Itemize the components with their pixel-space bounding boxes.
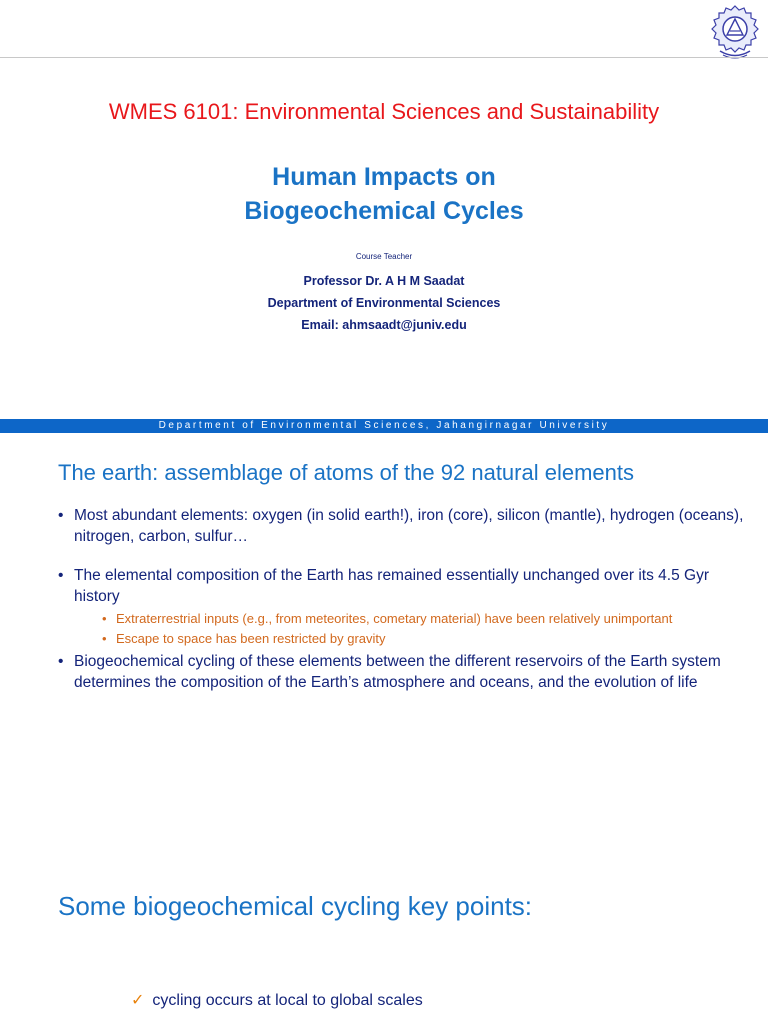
bullet-item: [58, 651, 758, 693]
teacher-email: Email: ahmsaadt@juniv.edu: [301, 318, 467, 332]
sub-bullet-dot: •: [102, 611, 107, 626]
teacher-department: Department of Environmental Sciences: [267, 296, 501, 310]
bullet-text: Most abundant elements: oxygen (in solid earth!), iron (core), silicon (mantle), hydrogen (oceans), nitrogen, carbon, sulfur…: [74, 507, 744, 545]
title-slide: [0, 0, 768, 431]
deck-title-line-2: Biogeochemical Cycles: [244, 197, 524, 225]
bullet-dot: •: [58, 567, 64, 584]
sub-bullet-list: [102, 610, 758, 647]
bullet-text: Biogeochemical cycling of these elements between the different reservoirs of the Earth system determines the composition of the Earth’s atmosphere and oceans, and the evolution of life: [74, 653, 721, 691]
deck-title: [0, 160, 768, 228]
bullet-list: [58, 505, 758, 693]
header-rule: [0, 57, 768, 58]
bullet-text: The elemental composition of the Earth has remained essentially unchanged over its 4.5 Gyr history: [74, 567, 709, 605]
bullet-item: [58, 505, 758, 547]
slide-subheading: Some biogeochemical cycling key points:: [58, 891, 533, 921]
checklist-item: [131, 990, 423, 1010]
footer-bar: Department of Environmental Sciences, Jahangirnagar University: [0, 419, 768, 433]
bullet-dot: •: [58, 653, 64, 670]
course-title: WMES 6101: Environmental Sciences and Sustainability: [108, 99, 660, 124]
slide-heading: The earth: assemblage of atoms of the 92 natural elements: [58, 460, 634, 485]
teacher-name: Professor Dr. A H M Saadat: [303, 274, 465, 288]
bullet-dot: •: [58, 507, 64, 524]
deck-title-line-1: Human Impacts on: [272, 163, 496, 191]
university-seal-icon: [710, 4, 760, 60]
checklist-text: cycling occurs at local to global scales: [152, 992, 423, 1009]
sub-bullet-item: [102, 630, 758, 647]
teacher-caption: Course Teacher: [355, 252, 413, 261]
sub-bullet-text: Escape to space has been restricted by gravity: [116, 631, 386, 646]
teacher-info: [0, 270, 768, 336]
sub-bullet-item: [102, 610, 758, 627]
sub-bullet-text: Extraterrestrial inputs (e.g., from meteorites, cometary material) have been relatively unimportant: [116, 611, 673, 626]
sub-bullet-dot: •: [102, 631, 107, 646]
checkmark-icon: ✓: [131, 992, 145, 1009]
content-slide: [0, 433, 768, 1024]
bullet-item: [58, 565, 758, 647]
